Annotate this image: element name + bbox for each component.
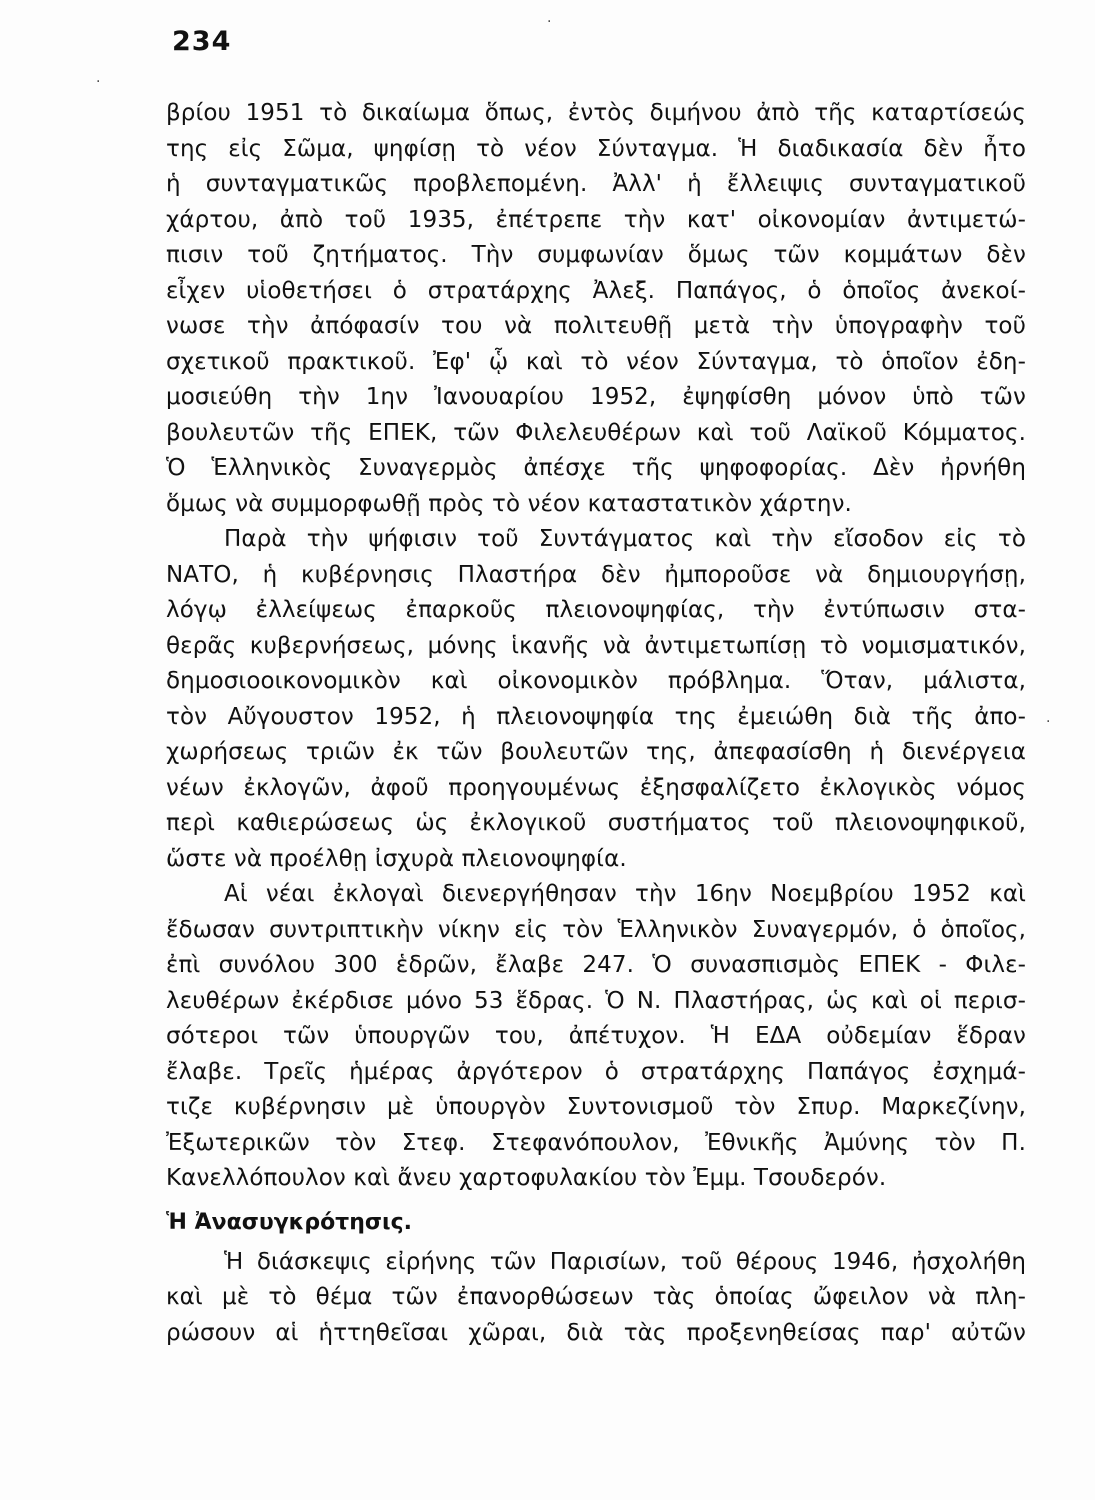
page-number: 234 [172,26,232,57]
paragraph-4 [166,1245,1026,1352]
text-line: βουλευτῶν τῆς ΕΠΕΚ, τῶν Φιλελευθέρων καὶ τοῦ Λαϊκοῦ Κόμματος. [166,419,1026,446]
text-line: χάρτου, ἀπὸ τοῦ 1935, ἐπέτρεπε τὴν κατ' οἰκονομίαν ἀντιμετώ- [166,206,1026,233]
body-text [166,96,1026,1351]
text-line: λόγῳ ἐλλείψεως ἐπαρκοῦς πλειονοψηφίας, τὴν ἐντύπωσιν στα- [166,597,1026,623]
text-line: χωρήσεως τριῶν ἐκ τῶν βουλευτῶν της, ἀπεφασίσθη ἡ διενέργεια [166,739,1026,765]
text-line: ρώσουν αἱ ἡττηθεῖσαι χῶραι, διὰ τὰς προξενηθείσας παρ' αὐτῶν [166,1319,1026,1346]
paragraph-3 [166,877,1026,1197]
speck-mark: · [1046,714,1051,730]
text-line: ὥστε νὰ προέλθῃ ἰσχυρὰ πλειονοψηφία. [166,845,627,872]
speck-mark: · [96,74,101,90]
text-line: εἶχεν υἱοθετήσει ὁ στρατάρχης Ἀλεξ. Παπάγος, ὁ ὁποῖος ἀνεκοί- [166,277,1026,304]
text-line: Παρὰ τὴν ψήφισιν τοῦ Συντάγματος καὶ τὴν εἴσοδον εἰς τὸ [224,526,1026,552]
text-line: μοσιεύθη τὴν 1ην Ἰανουαρίου 1952, ἐψηφίσθη μόνον ὑπὸ τῶν [166,384,1026,410]
text-line: περὶ καθιερώσεως ὡς ἐκλογικοῦ συστήματος τοῦ πλειονοψηφικοῦ, [166,810,1026,836]
text-line: καὶ μὲ τὸ θέμα τῶν ἐπανορθώσεων τὰς ὁποίας ὤφειλον νὰ πλη- [166,1284,1026,1310]
text-line: ΝΑΤΟ, ἡ κυβέρνησις Πλαστήρα δὲν ἠμποροῦσε νὰ δημιουργήσῃ, [166,561,1026,588]
text-line: Ἡ διάσκεψις εἰρήνης τῶν Παρισίων, τοῦ θέρους 1946, ἠσχολήθη [224,1248,1026,1275]
text-line: σότεροι τῶν ὑπουργῶν του, ἀπέτυχον. Ἡ ΕΔΑ οὐδεμίαν ἕδραν [166,1023,1026,1049]
text-line: ἐπὶ συνόλου 300 ἑδρῶν, ἔλαβε 247. Ὁ συνασπισμὸς ΕΠΕΚ - Φιλε- [166,952,1026,978]
text-line: σχετικοῦ πρακτικοῦ. Ἐφ' ᾧ καὶ τὸ νέον Σύνταγμα, τὸ ὁποῖον ἐδη- [166,348,1026,375]
text-line: τὸν Αὔγουστον 1952, ἡ πλειονοψηφία της ἐμειώθη διὰ τῆς ἀπο- [166,703,1026,730]
text-line: ἡ συνταγματικῶς προβλεπομένη. Ἀλλ' ἡ ἔλλειψις συνταγματικοῦ [166,171,1026,197]
section-heading: Ἡ Ἀνασυγκρότησις. [166,1209,412,1235]
text-line: νωσε τὴν ἀπόφασίν του νὰ πολιτευθῇ μετὰ τὴν ὑπογραφὴν τοῦ [166,313,1026,339]
text-line: Ἐξωτερικῶν τὸν Στεφ. Στεφανόπουλον, Ἐθνικῆς Ἀμύνης τὸν Π. [166,1129,1026,1156]
speck-mark: · [547,14,552,30]
paragraph-1 [166,96,1026,522]
text-line: πισιν τοῦ ζητήματος. Τὴν συμφωνίαν ὅμως τῶν κομμάτων δὲν [166,242,1026,268]
text-line: ὅμως νὰ συμμορφωθῇ πρὸς τὸ νέον καταστατικὸν χάρτην. [166,490,852,517]
text-line: λευθέρων ἐκέρδισε μόνο 53 ἕδρας. Ὁ Ν. Πλαστήρας, ὡς καὶ οἱ περισ- [166,987,1026,1014]
text-line: ἔλαβε. Τρεῖς ἡμέρας ἀργότερον ὁ στρατάρχης Παπάγος ἐσχημά- [166,1058,1026,1085]
text-line: Αἱ νέαι ἐκλογαὶ διενεργήθησαν τὴν 16ην Νοεμβρίου 1952 καὶ [224,881,1026,907]
text-line: βρίου 1951 τὸ δικαίωμα ὅπως, ἐντὸς διμήνου ἀπὸ τῆς καταρτίσεώς [166,100,1026,126]
text-line: Κανελλόπουλον καὶ ἄνευ χαρτοφυλακίου τὸν Ἐμμ. Τσουδερόν. [166,1165,887,1191]
text-line: ἔδωσαν συντριπτικὴν νίκην εἰς τὸν Ἑλληνικὸν Συναγερμόν, ὁ ὁποῖος, [166,916,1026,943]
text-line: νέων ἐκλογῶν, ἀφοῦ προηγουμένως ἐξησφαλίζετο ἐκλογικὸς νόμος [166,774,1026,801]
text-line: τιζε κυβέρνησιν μὲ ὑπουργὸν Συντονισμοῦ τὸν Σπυρ. Μαρκεζίνην, [166,1094,1026,1120]
text-line: θερᾶς κυβερνήσεως, μόνης ἱκανῆς νὰ ἀντιμετωπίσῃ τὸ νομισματικόν, [166,632,1026,659]
text-line: δημοσιοοικονομικὸν καὶ οἰκονομικὸν πρόβλημα. Ὅταν, μάλιστα, [166,668,1026,694]
paragraph-2 [166,522,1026,877]
text-line: Ὁ Ἑλληνικὸς Συναγερμὸς ἀπέσχε τῆς ψηφοφορίας. Δὲν ἠρνήθη [166,455,1026,481]
text-line: της εἰς Σῶμα, ψηφίσῃ τὸ νέον Σύνταγμα. Ἡ διαδικασία δὲν ἦτο [166,135,1026,162]
